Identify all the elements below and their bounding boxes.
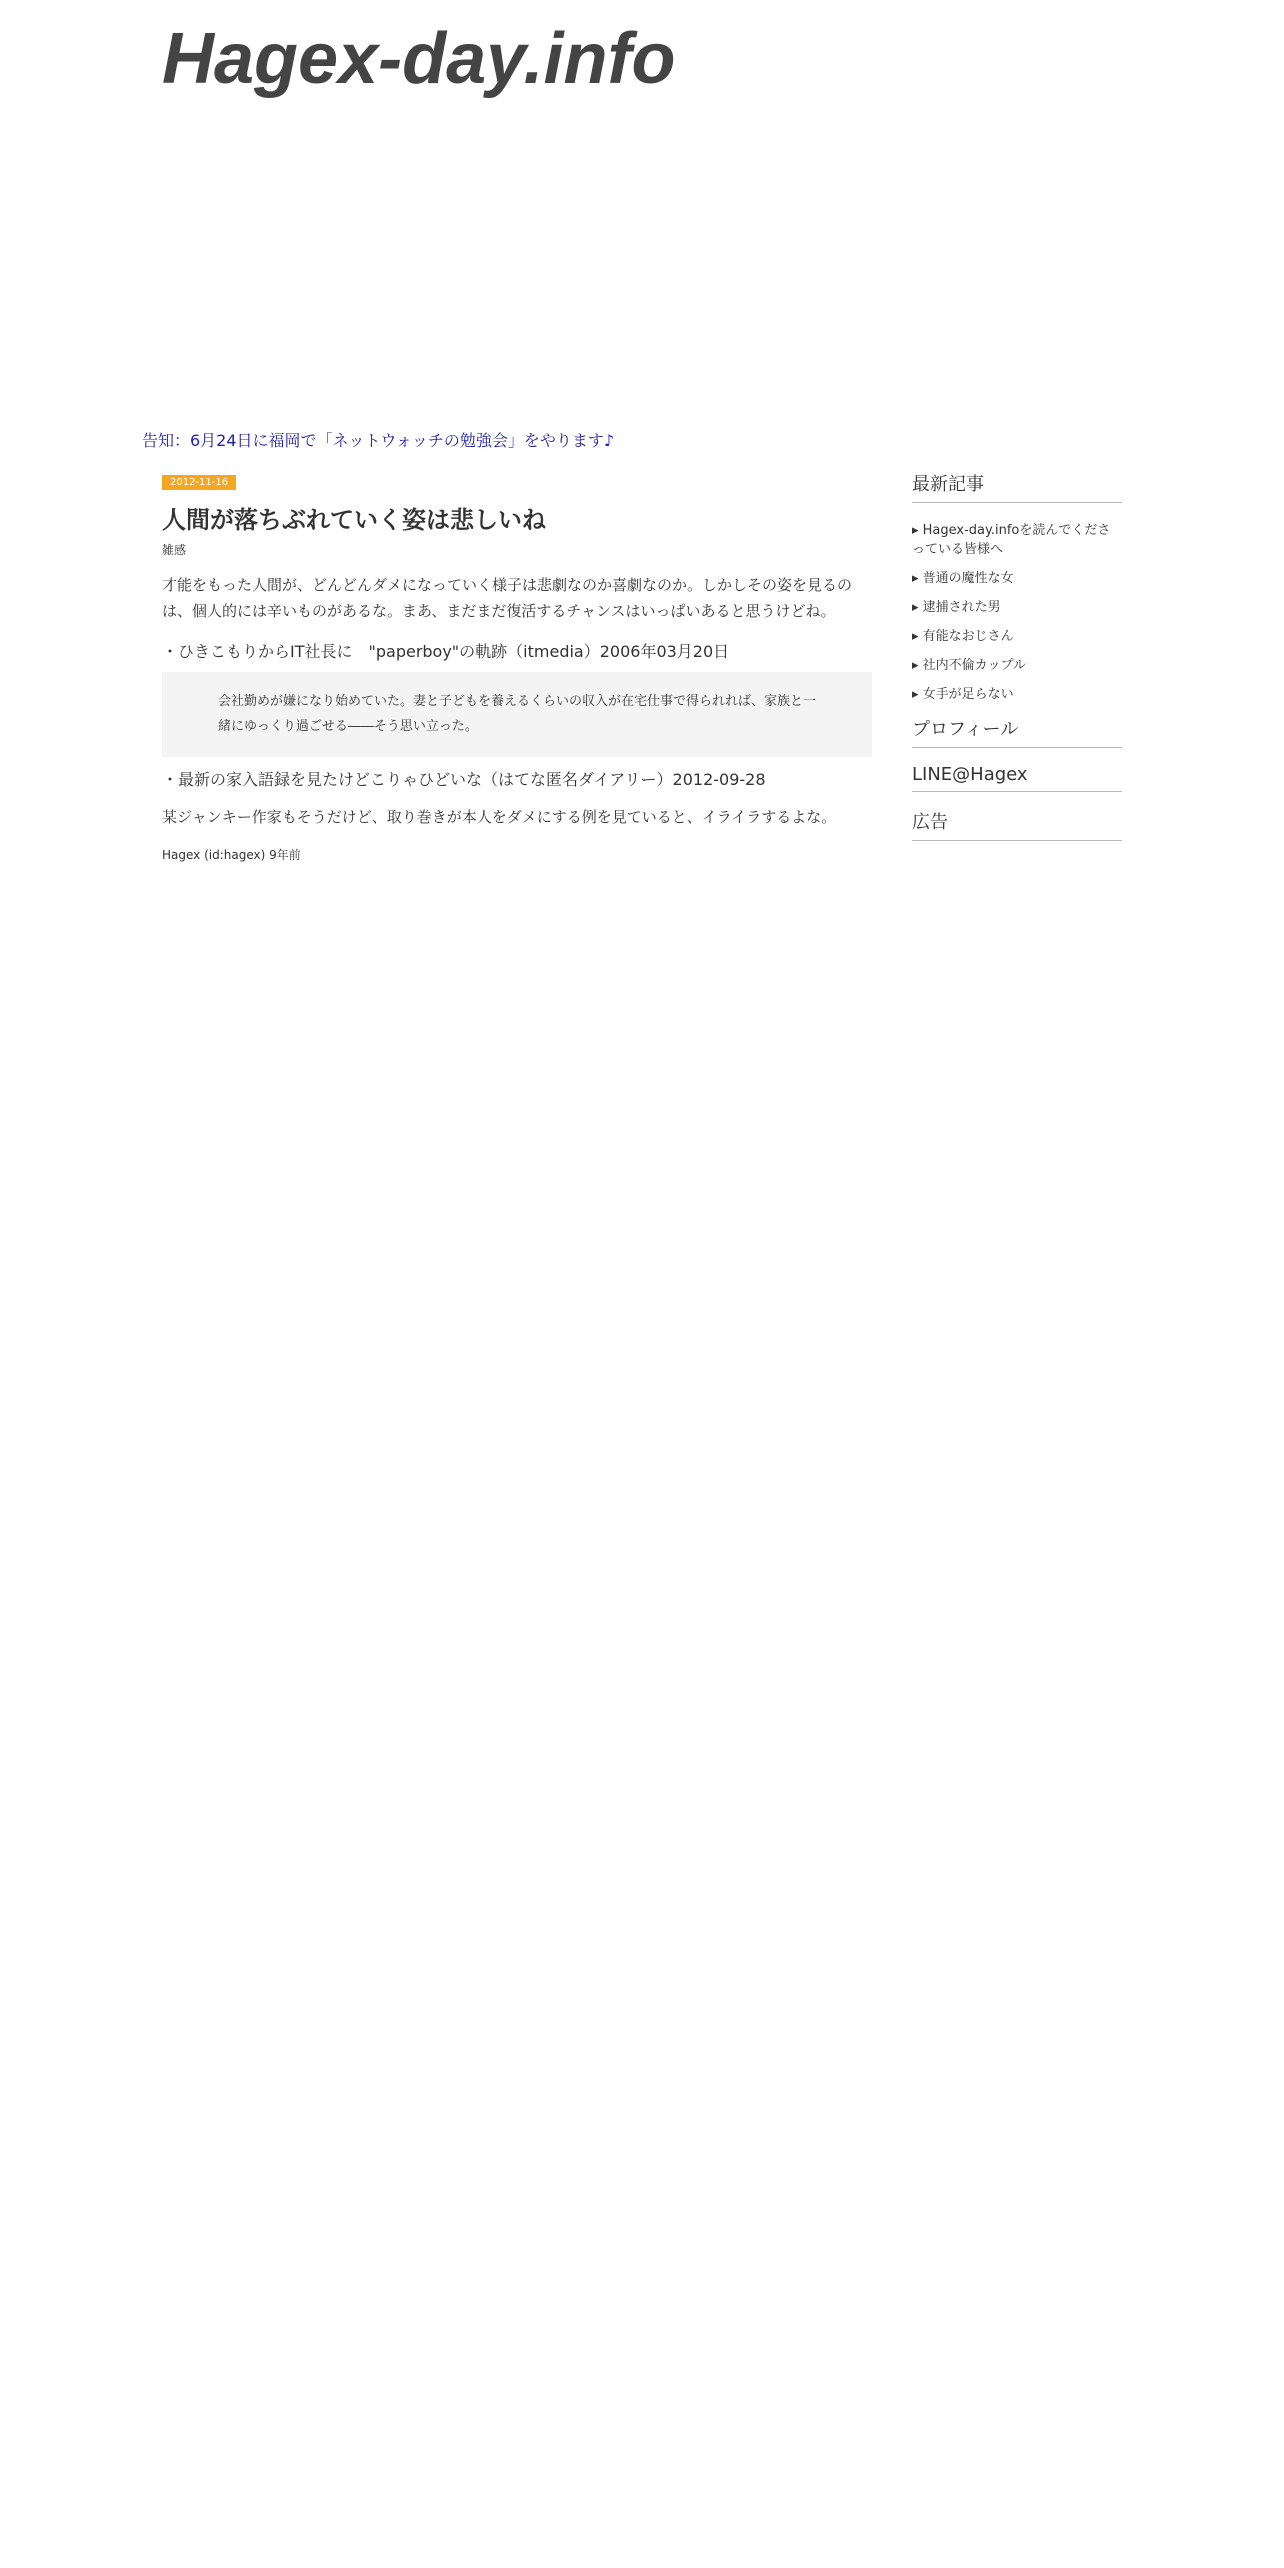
category-link[interactable]: 雑感 [162, 543, 187, 557]
post-title[interactable]: 人間が落ちぶれていく姿は悲しいね [162, 506, 546, 534]
recent-item[interactable]: ▸ Hagex-day.infoを読んでくださっている皆様へ [912, 523, 1111, 557]
line-heading: LINE@Hagex [912, 764, 1122, 792]
recent-item[interactable]: ▸ 女手が足らない [912, 687, 1014, 702]
author[interactable]: Hagex (id:hagex) 9年前 [162, 847, 301, 862]
link-1[interactable]: ・ひきこもりからIT社長に "paperboy"の軌跡（itmedia）2006年03月20日 [162, 642, 730, 661]
recent-heading: 最新記事 [912, 470, 1122, 503]
lead: 才能をもった人間が、どんどんダメになっていく様子は悲劇なのか喜劇なのか。しかしその姿を見るのは、個人的には辛いものがあるな。まあ、まだまだ復活するチャンスはいっぱいあると思うけどね。 [162, 576, 853, 620]
recent-item[interactable]: ▸ 有能なおじさん [912, 629, 1014, 644]
site-logo[interactable]: Hagex-day.info [162, 19, 676, 99]
quote-1: 会社勤めが嫌になり始めていた。妻と子どもを養えるくらいの収入が在宅仕事で得られれば、家族と一緒にゆっくり過ごせる――そう思い立った。 [162, 672, 872, 757]
sidebar [912, 470, 1122, 857]
recent-item[interactable]: ▸ 逮捕された男 [912, 600, 1001, 615]
link-2[interactable]: ・最新の家入語録を見たけどこりゃひどいな（はてな匿名ダイアリー）2012-09-28 [162, 770, 766, 790]
post-date: 2012-11-16 [162, 475, 236, 490]
recent-item[interactable]: ▸ 社内不倫カップル [912, 658, 1027, 673]
ending: 某ジャンキー作家もそうだけど、取り巻きが本人をダメにする例を見ていると、イライラするよな。 [162, 808, 837, 827]
notice-link[interactable]: 告知：6月24日に福岡で「ネットウォッチの勉強会」をやります♪ [142, 431, 615, 450]
recent-item[interactable]: ▸ 普通の魔性な女 [912, 571, 1014, 586]
article [162, 470, 872, 863]
ad-heading: 広告 [912, 808, 1122, 841]
profile-heading: プロフィール [912, 715, 1122, 748]
